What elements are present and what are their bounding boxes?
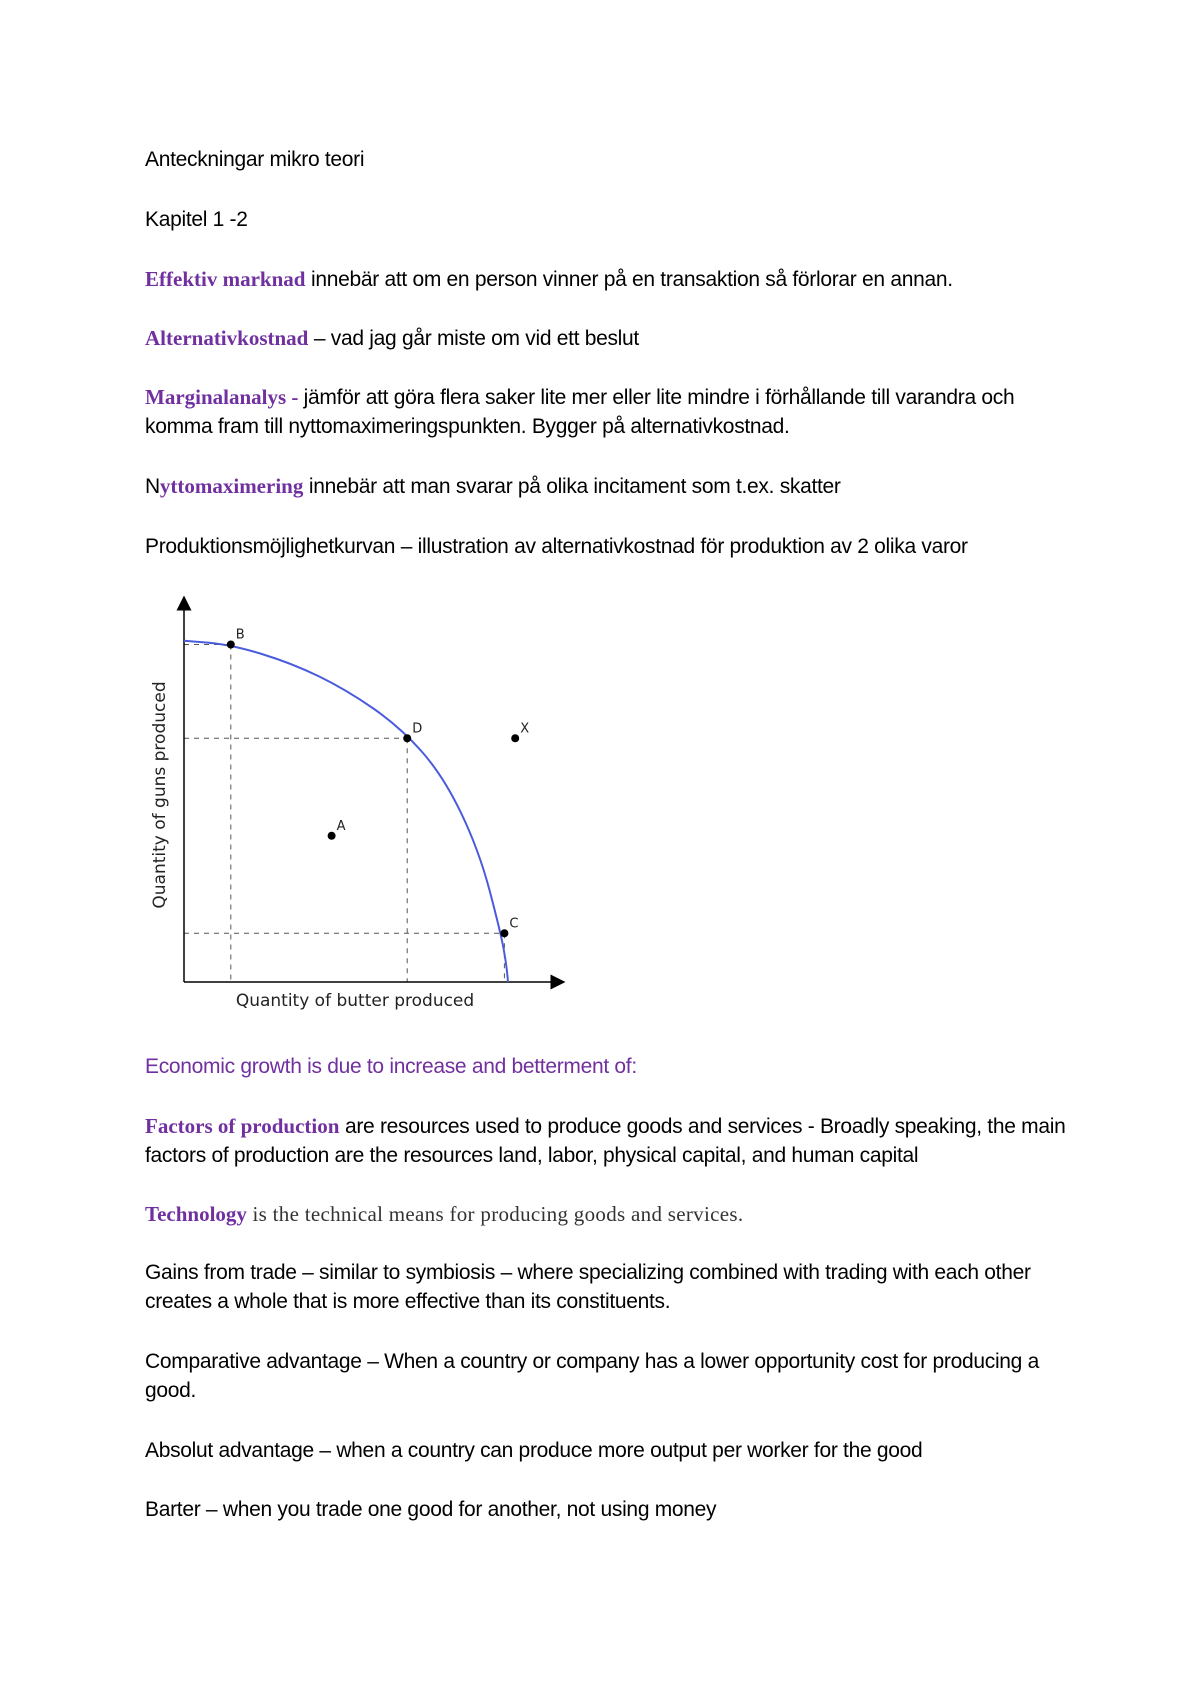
definition-text: innebär att om en person vinner på en transaktion så förlorar en annan. xyxy=(305,268,953,291)
ppf-curve xyxy=(184,641,508,982)
ppf-chart xyxy=(140,595,570,1025)
term-technology: Technology xyxy=(145,1202,247,1226)
x-axis-label: Quantity of butter produced xyxy=(235,991,475,1011)
definition-technology xyxy=(145,1200,1075,1229)
point-x xyxy=(511,734,519,742)
term-factors-of-production: Factors of production xyxy=(145,1114,340,1138)
point-label-a: A xyxy=(336,818,346,834)
term-nyttomaximering: yttomaximering xyxy=(159,474,304,498)
definition-text: is the technical means for producing goods and services. xyxy=(246,1202,744,1226)
definition-gains-from-trade: Gains from trade – similar to symbiosis – where specializing combined with trading with each other creates a whole that is more effective than its constituents. xyxy=(145,1261,1031,1313)
dashed-guides xyxy=(184,645,504,983)
point-c xyxy=(500,929,508,937)
definition-text: are resources used to produce goods and services - Broadly speaking, the main factors of production are the resources land, labor, physical capital, and human capital xyxy=(145,1115,1066,1167)
definition-effektiv-marknad xyxy=(145,265,1075,294)
point-d xyxy=(403,734,411,742)
term-lead-letter: N xyxy=(145,475,160,498)
definition-factors-of-production xyxy=(145,1112,1075,1170)
definition-text: – vad jag går miste om vid ett beslut xyxy=(308,327,639,350)
chapter-heading: Kapitel 1 -2 xyxy=(145,208,248,231)
growth-heading: Economic growth is due to increase and betterment of: xyxy=(145,1055,637,1078)
point-b xyxy=(227,641,235,649)
point-label-x: X xyxy=(520,721,530,737)
point-label-b: B xyxy=(235,627,245,643)
term-alternativkostnad: Alternativkostnad xyxy=(145,326,309,350)
definition-text: jämför att göra flera saker lite mer eller lite mindre i förhållande till varandra och komma fram till nyttomaximeringspunkten. Bygger på alternativkostnad. xyxy=(145,386,1015,438)
term-effektiv-marknad: Effektiv marknad xyxy=(145,267,306,291)
definition-absolut-advantage: Absolut advantage – when a country can produce more output per worker for the good xyxy=(145,1439,923,1462)
point-label-d: D xyxy=(412,721,423,737)
term-marginalanalys: Marginalanalys - xyxy=(145,385,304,409)
definition-text: innebär att man svarar på olika incitament som t.ex. skatter xyxy=(303,475,841,498)
definition-comparative-advantage: Comparative advantage – When a country or company has a lower opportunity cost for producing a good. xyxy=(145,1350,1039,1402)
definition-nyttomaximering xyxy=(145,472,1075,501)
definition-produktionsmojlighetkurvan: Produktionsmöjlighetkurvan – illustration av alternativkostnad för produktion av 2 olika varor xyxy=(145,535,968,558)
point-label-c: C xyxy=(509,916,519,932)
definition-alternativkostnad xyxy=(145,324,1075,353)
doc-title: Anteckningar mikro teori xyxy=(145,148,365,171)
chart-points xyxy=(227,628,529,938)
definition-marginalanalys xyxy=(145,383,1075,441)
definition-barter: Barter – when you trade one good for another, not using money xyxy=(145,1498,717,1521)
point-a xyxy=(328,832,336,840)
y-axis-label: Quantity of guns produced xyxy=(150,681,170,909)
